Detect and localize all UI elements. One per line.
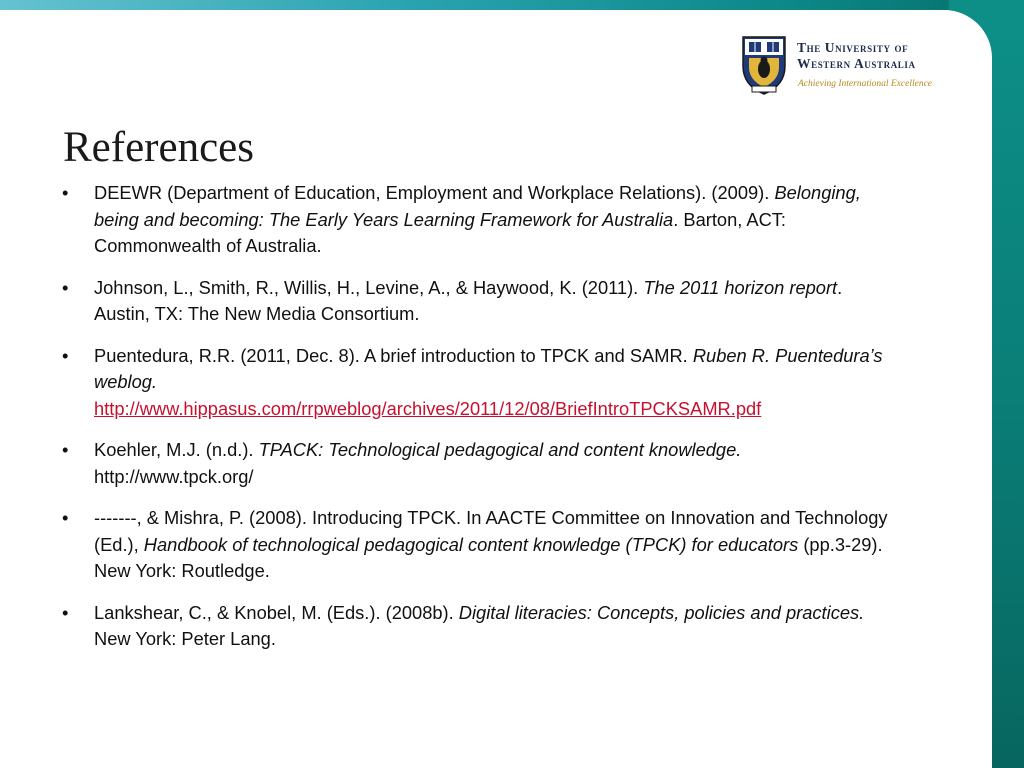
reference-text: New York: Peter Lang. <box>94 628 276 649</box>
top-accent-bar <box>0 0 1024 10</box>
university-logo <box>740 34 958 98</box>
reference-item <box>62 600 892 653</box>
reference-text: . Austin, TX: The New Media Consortium. <box>94 276 843 324</box>
reference-italic-title: Belonging, being and becoming: The Early Years Learning Framework for Australia <box>94 182 861 230</box>
reference-item <box>62 437 892 490</box>
reference-list <box>62 180 892 668</box>
reference-link[interactable]: http://www.hippasus.com/rrpweblog/archives/2011/12/08/BriefIntroTPCKSAMR.pdf <box>94 397 762 419</box>
reference-italic-title: Digital literacies: Concepts, policies and practices. <box>458 601 865 623</box>
reference-item <box>62 180 892 260</box>
slide-title: References <box>63 124 254 171</box>
university-name-line2: Western Australia <box>797 56 916 71</box>
bullet: • <box>62 439 69 460</box>
reference-text: Johnson, L., Smith, R., Willis, H., Levine, A., & Haywood, K. (2011). <box>94 276 644 298</box>
reference-text: (pp.3-29). New York: Routledge. <box>94 533 883 581</box>
reference-text: -------, & Mishra, P. (2008). Introducing TPCK. In AACTE Committee on Innovation and Technology (Ed.), <box>94 507 888 555</box>
reference-item <box>62 505 892 585</box>
university-name <box>797 40 916 72</box>
reference-italic-title: The 2011 horizon report <box>643 276 838 298</box>
reference-text: Koehler, M.J. (n.d.). <box>94 439 259 460</box>
reference-italic-title: TPACK: Technological pedagogical and content knowledge. <box>258 439 742 460</box>
university-name-line1: The University of <box>797 40 909 55</box>
bullet: • <box>62 276 69 298</box>
reference-item <box>62 275 892 328</box>
reference-italic-title: Handbook of technological pedagogical content knowledge (TPCK) for educators <box>143 533 799 555</box>
bullet: • <box>62 182 69 203</box>
reference-text: DEEWR (Department of Education, Employment and Workplace Relations). (2009). <box>94 182 775 203</box>
reference-item <box>62 343 892 423</box>
reference-text: Lankshear, C., & Knobel, M. (Eds.). (2008b). <box>94 601 459 623</box>
reference-text: http://www.tpck.org/ <box>94 465 254 487</box>
university-tagline: Achieving International Excellence <box>798 79 932 89</box>
university-crest-icon <box>740 34 788 96</box>
reference-text: . Barton, ACT: Commonwealth of Australia. <box>94 208 787 256</box>
bullet: • <box>62 344 69 366</box>
bullet: • <box>62 601 69 623</box>
reference-text: Puentedura, R.R. (2011, Dec. 8). A brief introduction to TPCK and SAMR. <box>94 344 693 366</box>
bullet: • <box>62 507 69 528</box>
reference-italic-title: Ruben R. Puentedura’s weblog. <box>94 344 883 392</box>
